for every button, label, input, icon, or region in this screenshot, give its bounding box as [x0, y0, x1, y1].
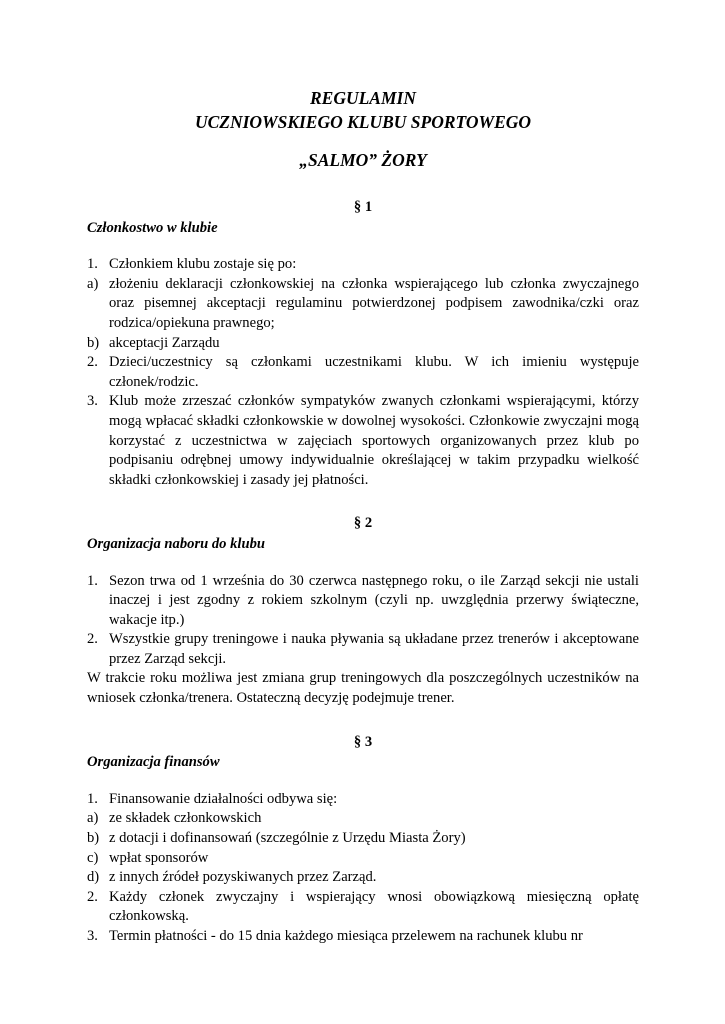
list-item: b) akceptacji Zarządu — [87, 334, 220, 351]
list-item: a) złożeniu deklaracji członkowskiej na członka wspierającego lub członka zwyczajnego oraz pisemnej akceptacji regulaminu potwierdzonej podpisem zawodnika/czki oraz rodzica/opiekuna prawnego; — [87, 275, 639, 331]
list-item: 3. Termin płatności - do 15 dnia każdego miesiąca przelewem na rachunek klubu nr — [87, 928, 583, 944]
section-symbol: § 1 — [353, 199, 373, 215]
section-symbol: § 2 — [353, 515, 373, 532]
list-item: b) z dotacji i dofinansowań (szczególnie z Urzędu Miasta Żory) — [87, 830, 466, 847]
section-1 — [87, 198, 639, 490]
title-line-1: REGULAMIN — [310, 88, 416, 108]
list-item: c) wpłat sponsorów — [87, 849, 209, 866]
section-2 — [87, 514, 639, 708]
list-item: d) z innych źródeł pozyskiwanych przez Zarząd. — [87, 869, 377, 886]
section-heading: Członkostwo w klubie — [87, 219, 218, 236]
section-symbol: § 3 — [353, 733, 373, 750]
list-item: a) ze składek członkowskich — [87, 810, 262, 827]
section-heading: Organizacja naboru do klubu — [87, 535, 266, 552]
list-item: 1. Finansowanie działalności odbywa się: — [87, 790, 338, 807]
list-item: 2. Dzieci/uczestnicy są członkami uczestnikami klubu. W ich imieniu występuje członek/rodzic. — [87, 354, 639, 390]
list-item: 2. Wszystkie grupy treningowe i nauka pływania są układane przez trenerów i akceptowane przez Zarząd sekcji. — [87, 631, 639, 667]
title-line-2: UCZNIOWSKIEGO KLUBU SPORTOWEGO — [194, 112, 532, 132]
title-line-3: „SALMO” ŻORY — [299, 150, 427, 170]
list-item: 1. Sezon trwa od 1 września do 30 czerwca następnego roku, o ile Zarząd sekcji nie ustali inaczej i jest zgodny z rokiem szkolnym (czyli np. uwzględnia przerwy świąteczne, wakacje itp.) — [87, 572, 639, 628]
list-item: 2. Każdy członek zwyczajny i wspierający wnosi obowiązkową miesięczną opłatę członkowską. — [87, 888, 639, 925]
list-item: 3. Klub może zrzeszać członków sympatyków zwanych członkami wspierającymi, którzy mogą wpłacać składki członkowskie w dowolnej wysokości. Członkowie zwyczajni mogą korzystać z uczestnictwa w zajęciach sportowych organizowanych przez klub po podpisaniu odrębnej umowy indywidualnie określającej w takim przypadku wielkość składki członkowskiej i zasady jej płatności. — [87, 393, 639, 488]
section-3 — [87, 733, 639, 947]
section-paragraph: W trakcie roku możliwa jest zmiana grup treningowych dla poszczególnych uczestników na wniosek członka/trenera. Ostateczną decyzję podejmuje trener. — [87, 670, 639, 707]
document-page — [87, 86, 639, 947]
section-heading: Organizacja finansów — [87, 754, 220, 771]
list-item: 1. Członkiem klubu zostaje się po: — [87, 256, 297, 273]
